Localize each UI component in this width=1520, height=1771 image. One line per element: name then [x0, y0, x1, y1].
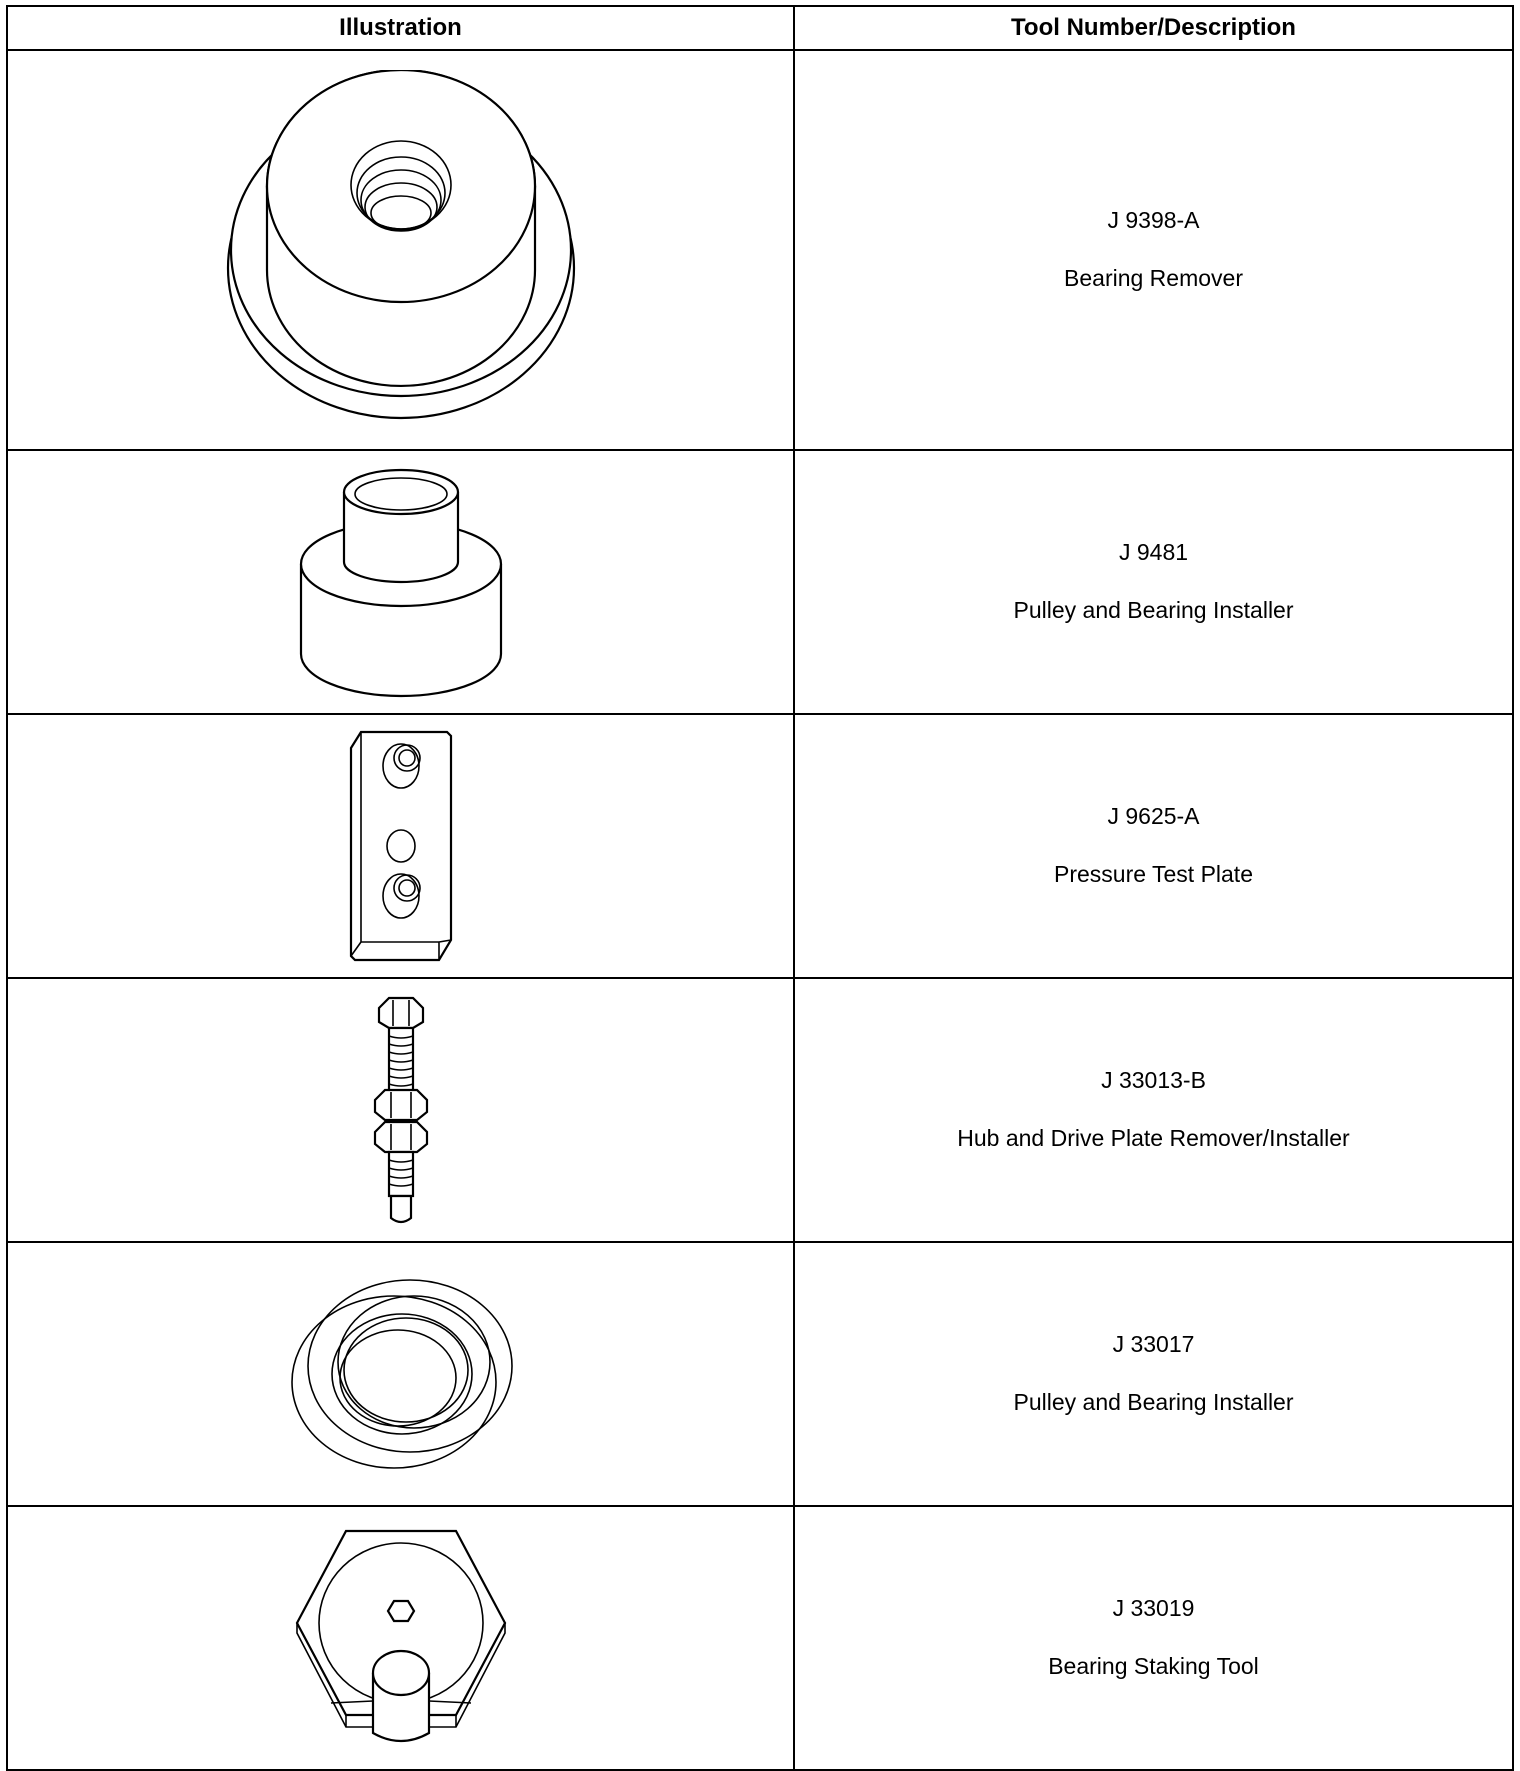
header-illustration: Illustration — [7, 6, 794, 50]
tool-description: Bearing Remover — [1064, 265, 1243, 291]
special-tools-table — [6, 5, 1514, 1771]
pressure-test-plate-icon — [345, 728, 457, 964]
tool-number: J 9625-A — [1107, 803, 1200, 830]
tool-description: Pressure Test Plate — [1053, 861, 1253, 887]
tool-description: Bearing Staking Tool — [1048, 1653, 1259, 1679]
pulley-bearing-installer-icon — [296, 464, 506, 700]
tool-cell — [794, 450, 1513, 714]
bearing-staking-tool-icon — [291, 1523, 511, 1753]
table-row — [7, 450, 1513, 714]
bearing-remover-icon — [221, 70, 581, 430]
table-row — [7, 1242, 1513, 1506]
illustration-cell — [7, 978, 794, 1242]
header-tool-number-description: Tool Number/Description — [794, 6, 1513, 50]
illustration-cell — [7, 1242, 794, 1506]
tool-cell — [794, 1242, 1513, 1506]
tool-number: J 9481 — [1118, 539, 1189, 566]
table-row — [7, 1506, 1513, 1770]
table-row — [7, 50, 1513, 450]
tool-cell — [794, 50, 1513, 450]
tool-cell — [794, 978, 1513, 1242]
tool-cell — [794, 1506, 1513, 1770]
tool-description: Pulley and Bearing Installer — [1013, 597, 1294, 623]
tool-number: J 9398-A — [1107, 207, 1200, 234]
table-row — [7, 978, 1513, 1242]
illustration-cell — [7, 1506, 794, 1770]
tool-description: Pulley and Bearing Installer — [1013, 1389, 1294, 1415]
pulley-bearing-installer-ring-icon — [286, 1274, 516, 1474]
hub-drive-plate-tool-icon — [369, 992, 433, 1228]
header-row — [7, 6, 1513, 50]
tool-description: Hub and Drive Plate Remover/Installer — [957, 1125, 1350, 1151]
illustration-cell — [7, 50, 794, 450]
illustration-cell — [7, 450, 794, 714]
tool-number: J 33019 — [1112, 1595, 1195, 1622]
tool-number: J 33013-B — [1101, 1067, 1206, 1094]
table-row — [7, 714, 1513, 978]
tool-cell — [794, 714, 1513, 978]
tool-number: J 33017 — [1112, 1331, 1195, 1358]
illustration-cell — [7, 714, 794, 978]
